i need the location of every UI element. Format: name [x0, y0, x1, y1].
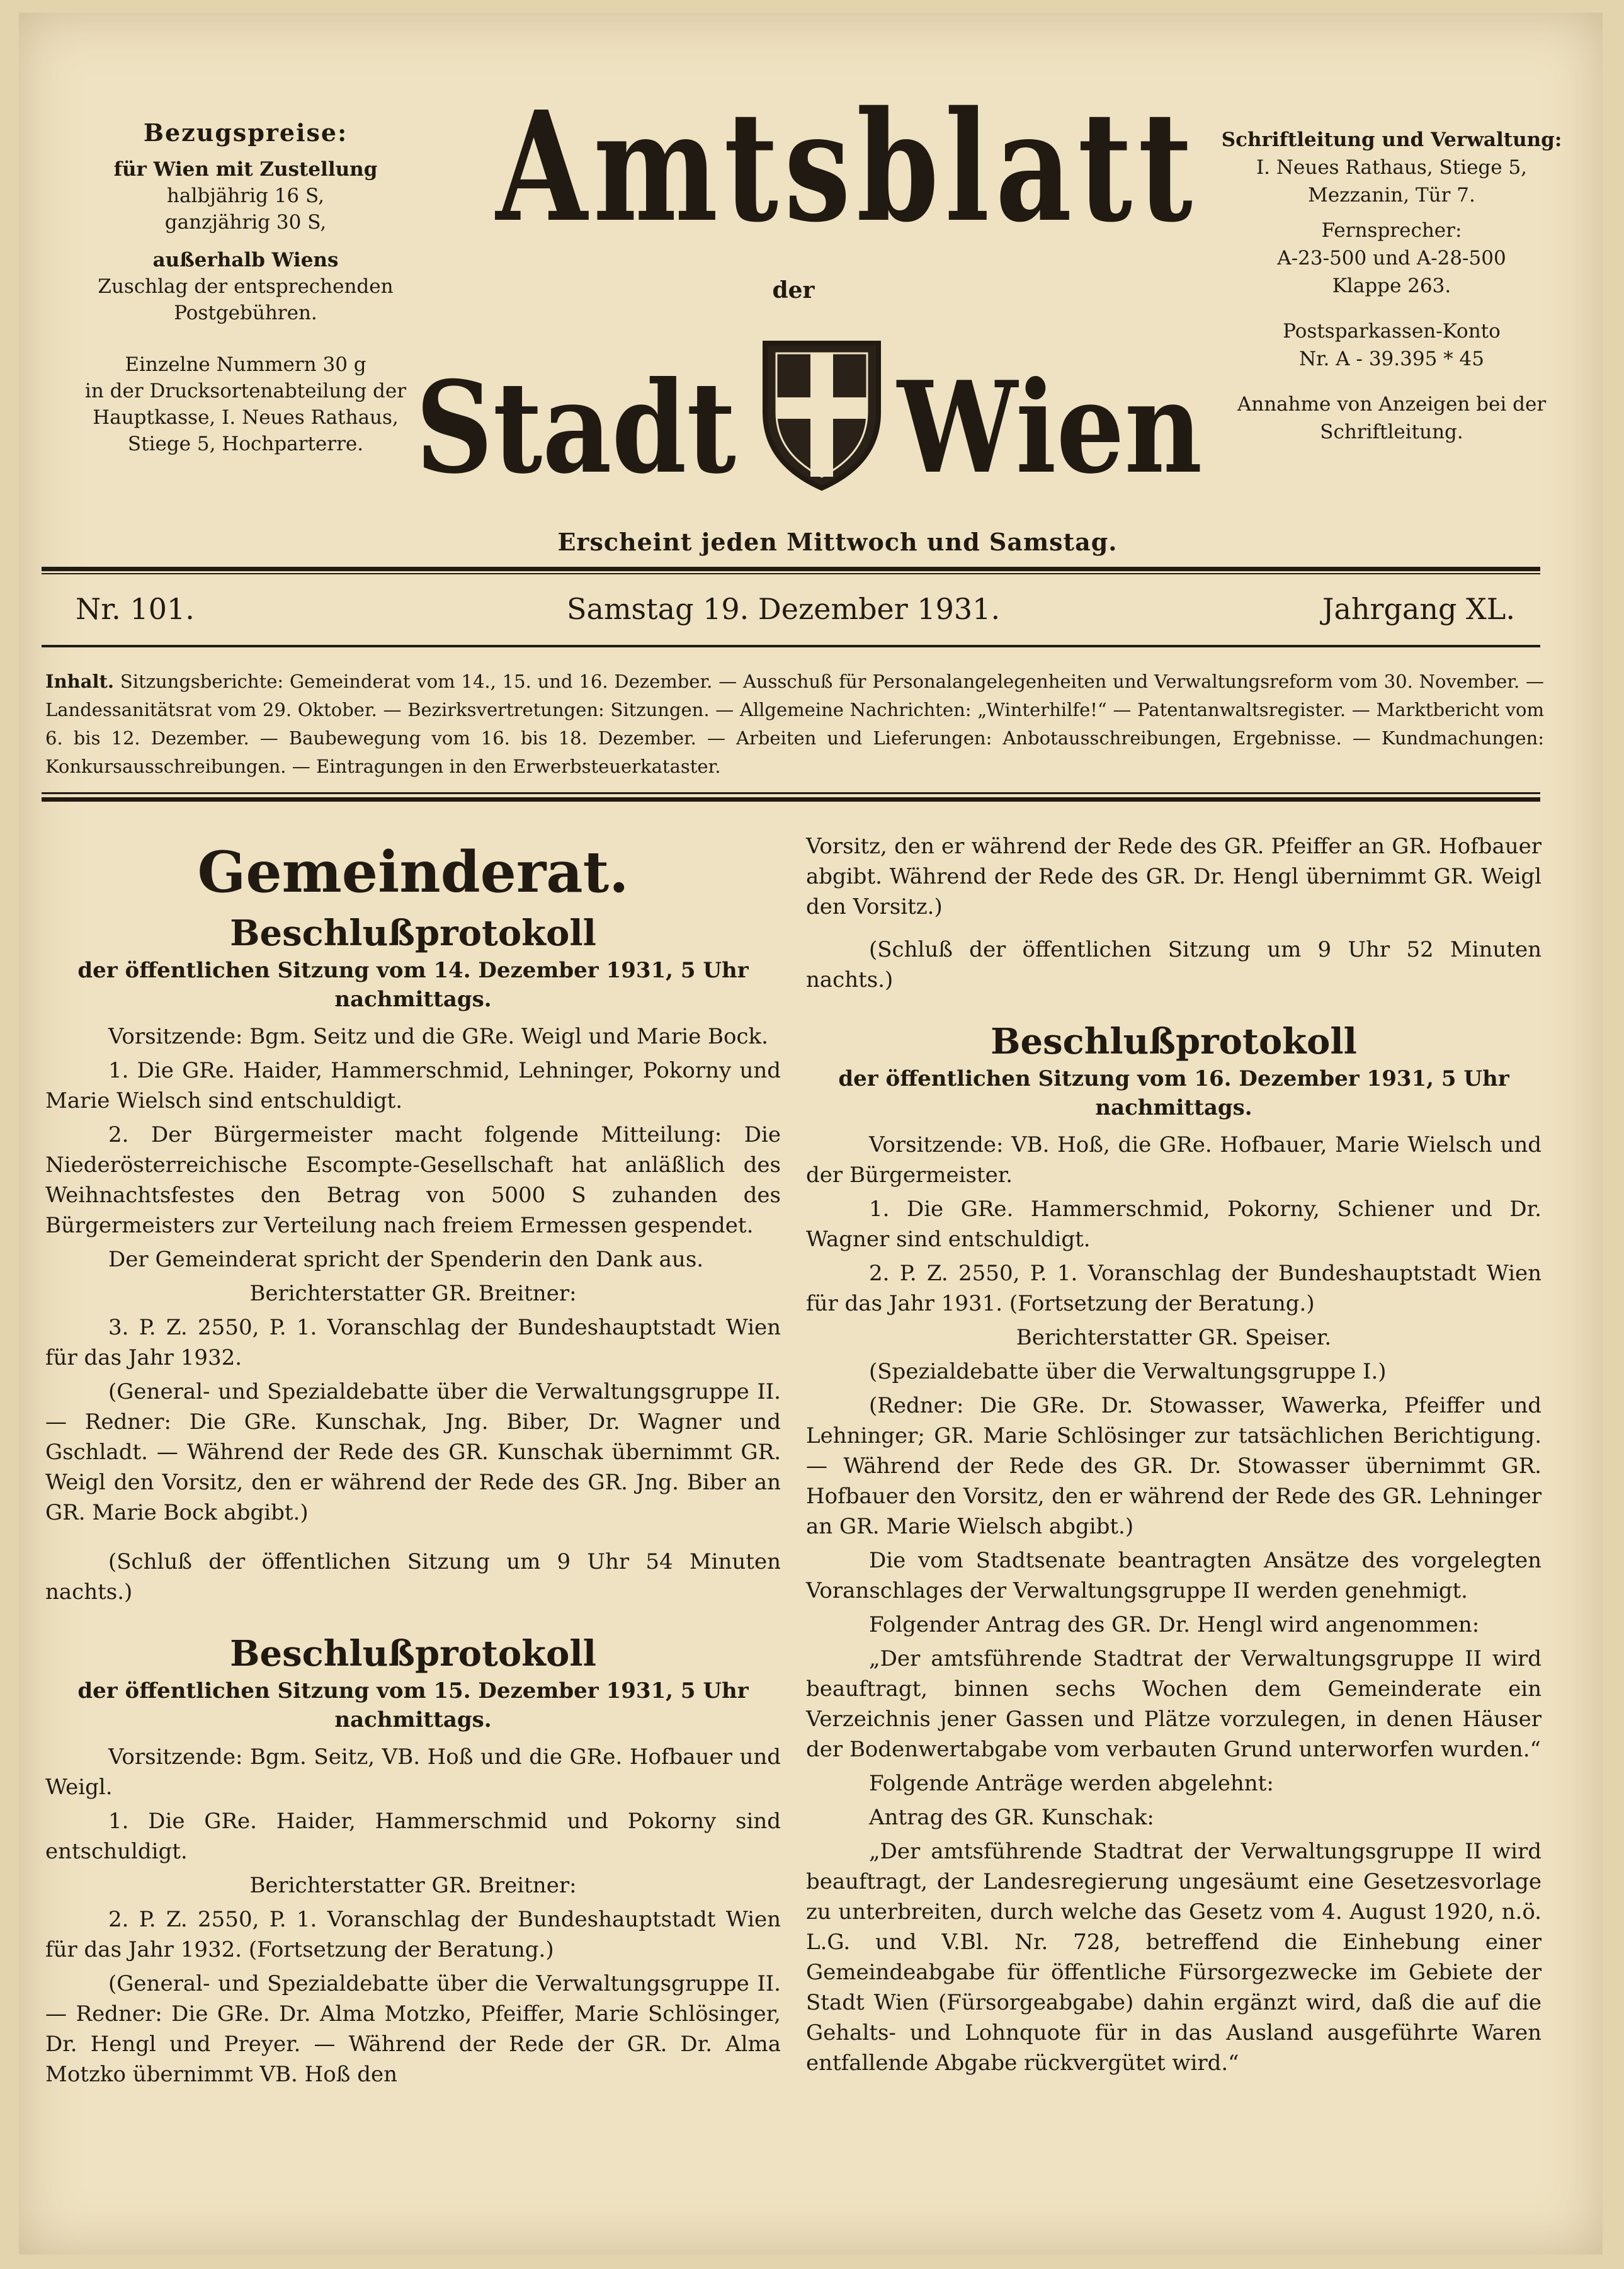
editorial-line: Nr. A - 39.395 * 45 [1299, 348, 1484, 370]
divider-rule [42, 792, 1540, 794]
column-right [806, 831, 1542, 2082]
paragraph: Die vom Stadtsenate beantragten Ansätze des vorgelegten Voranschlages der Verwaltungsgruppe II werden genehmigt. [806, 1548, 1542, 1603]
vienna-coat-of-arms-icon [759, 337, 885, 494]
editorial-line: Schriftleitung. [1320, 421, 1463, 443]
paragraph: Vorsitzende: Bgm. Seitz, VB. Hoß und die GRe. Hofbauer und Weigl. [45, 1744, 781, 1800]
protocol-subtitle: der öffentlichen Sitzung vom 14. Dezember 1931, 5 Uhr nachmittags. [77, 958, 749, 1012]
paragraph: (Spezialdebatte über die Verwaltungsgruppe I.) [869, 1359, 1387, 1384]
issue-date: Samstag 19. Dezember 1931. [567, 592, 1001, 626]
subscription-line: für Wien mit Zustellung [113, 158, 378, 181]
editorial-line: Fernsprecher: [1321, 219, 1462, 242]
paragraph: Vorsitzende: VB. Hoß, die GRe. Hofbauer, Marie Wielsch und der Bürgermeister. [806, 1132, 1542, 1188]
paragraph: Antrag des GR. Kunschak: [869, 1805, 1154, 1830]
paragraph: (General- und Spezialdebatte über die Verwaltungsgruppe II. — Redner: Die GRe. Kunschak, Jng. Biber, Dr. Wagner und Gschladt. — Während der Rede des GR. Kunschak übernimmt GR. Weigl den Vorsitz, den er während der Rede des GR. Jng. Biber an GR. Marie Bock abgibt.) [45, 1379, 781, 1525]
subscription-line: Stiege 5, Hochparterre. [127, 433, 364, 455]
protocol-subtitle: der öffentlichen Sitzung vom 15. Dezember 1931, 5 Uhr nachmittags. [77, 1678, 749, 1732]
paragraph: 1. Die GRe. Haider, Hammerschmid, Lehninger, Pokorny und Marie Wielsch sind entschuldigt. [45, 1058, 781, 1113]
divider-rule [42, 797, 1540, 802]
paragraph: 2. Der Bürgermeister macht folgende Mitteilung: Die Niederösterreichische Escompte-Gesellschaft hat anläßlich des Weihnachtsfestes den Betrag von 5000 S zuhanden des Bürgermeisters zur Verteilung nach freiem Ermessen gespendet. [45, 1122, 781, 1238]
divider-rule [42, 645, 1540, 647]
paragraph: Folgende Anträge werden abgelehnt: [869, 1771, 1274, 1796]
paragraph: Der Gemeinderat spricht der Spenderin den Dank aus. [108, 1247, 704, 1272]
paragraph: 1. Die GRe. Haider, Hammerschmid und Pokorny sind entschuldigt. [45, 1809, 781, 1864]
protocol-title: Beschlußprotokoll [991, 1021, 1357, 1062]
paragraph: Berichterstatter GR. Breitner: [249, 1281, 577, 1306]
paragraph: „Der amtsführende Stadtrat der Verwaltungsgruppe II wird beauftragt, der Landesregierung ungesäumt eine Gesetzesvorlage zu unterbreiten, durch welche das Gesetz vom 4. August 1920, n.ö. L.G. und V.Bl. Nr. 728, betreffend die Einhebung einer Gemeindeabgabe für öffentliche Fürsorgezwecke im Gebiete der Stadt Wien (Fürsorgeabgabe) dahin ergänzt wird, daß die auf die Gehalts- und Lohnquote für in das Ausland ausgeführte Waren entfallende Abgabe rückvergütet wird.“ [806, 1839, 1542, 2076]
protocol-title: Beschlußprotokoll [230, 1633, 596, 1675]
table-of-contents [45, 668, 1544, 781]
paragraph: 2. P. Z. 2550, P. 1. Voranschlag der Bundeshauptstadt Wien für das Jahr 1932. (Fortsetzung der Beratung.) [45, 1907, 781, 1962]
paragraph: (Schluß der öffentlichen Sitzung um 9 Uhr 54 Minuten nachts.) [45, 1549, 781, 1605]
issue-volume: Jahrgang XL. [1322, 592, 1515, 626]
editorial-line: Mezzanin, Tür 7. [1308, 184, 1475, 207]
divider-rule [42, 573, 1540, 574]
masthead-wien: Wien [897, 354, 1203, 502]
contents-text: Sitzungsberichte: Gemeinderat vom 14., 15. und 16. Dezember. — Ausschuß für Personalangelegenheiten und Verwaltungsreform vom 30. November. — Landessanitätsrat vom 29. Oktober. — Bezirksvertretungen: Sitzungen. — Allgemeine Nachrichten: „Winterhilfe!“ — Patentanwaltsregister. — Marktbericht vom 6. bis 12. Dezember. — Baubewegung vom 16. bis 18. Dezember. — Arbeiten und Lieferungen: Anbotausschreibungen, Ergebnisse. — Kundmachungen: Konkursausschreibungen. — Eintragungen in den Erwerbsteuerkataster. [45, 671, 1545, 777]
editorial-line: A-23-500 und A-28-500 [1277, 247, 1506, 270]
issue-line [63, 592, 1536, 632]
paragraph: 2. P. Z. 2550, P. 1. Voranschlag der Bundeshauptstadt Wien für das Jahr 1931. (Fortsetzung der Beratung.) [806, 1261, 1542, 1316]
section-heading: Gemeinderat. [197, 839, 629, 906]
paragraph: Folgender Antrag des GR. Dr. Hengl wird angenommen: [869, 1612, 1480, 1637]
editorial-line: Annahme von Anzeigen bei der [1237, 393, 1547, 416]
subscription-label: Bezugspreise: [143, 118, 348, 147]
paragraph: 1. Die GRe. Hammerschmid, Pokorny, Schiener und Dr. Wagner sind entschuldigt. [806, 1197, 1542, 1252]
contents-label: Inhalt. [45, 671, 115, 692]
editorial-line: I. Neues Rathaus, Stiege 5, [1256, 156, 1528, 179]
paragraph: (General- und Spezialdebatte über die Verwaltungsgruppe II. — Redner: Die GRe. Dr. Alma Motzko, Pfeiffer, Marie Schlösinger, Dr. Hengl und Preyer. — Während der Rede der GR. Dr. Alma Motzko übernimmt VB. Hoß den [45, 1971, 781, 2087]
subscription-line: in der Drucksortenabteilung der [84, 380, 407, 402]
paragraph: 3. P. Z. 2550, P. 1. Voranschlag der Bundeshauptstadt Wien für das Jahr 1932. [45, 1315, 781, 1370]
paragraph: Berichterstatter GR. Breitner: [249, 1873, 577, 1898]
subscription-line: Einzelne Nummern 30 g [125, 353, 366, 376]
divider-rule [42, 567, 1540, 571]
subscription-line: Postgebühren. [174, 302, 317, 324]
masthead-der: der [772, 277, 815, 304]
subscription-line: Hauptkasse, I. Neues Rathaus, [93, 406, 399, 429]
subscription-info [69, 120, 422, 457]
masthead-stadt: Stadt [416, 354, 736, 502]
protocol-title: Beschlußprotokoll [230, 913, 596, 954]
subscription-line: Zuschlag der entsprechenden [98, 275, 394, 298]
paragraph: (Schluß der öffentlichen Sitzung um 9 Uhr 52 Minuten nachts.) [806, 937, 1542, 992]
paragraph: Vorsitzende: Bgm. Seitz und die GRe. Weigl und Marie Bock. [108, 1024, 768, 1049]
subscription-line: halbjährig 16 S, [167, 185, 324, 207]
paragraph: Berichterstatter GR. Speiser. [1016, 1325, 1332, 1350]
editorial-line: Postsparkassen-Konto [1283, 320, 1501, 343]
newspaper-page [19, 13, 1603, 2255]
subscription-line: ganzjährig 30 S, [164, 211, 327, 234]
paragraph: „Der amtsführende Stadtrat der Verwaltungsgruppe II wird beauftragt, binnen sechs Wochen dem Gemeinderate ein Verzeichnis jener Gassen und Plätze vorzulegen, in denen Häuser der Bodenwertabgabe vom verbauten Grund unterworfen wurden.“ [806, 1646, 1542, 1762]
issue-number: Nr. 101. [76, 592, 195, 626]
paragraph: (Redner: Die GRe. Dr. Stowasser, Wawerka, Pfeiffer und Lehninger; GR. Marie Schlösinger zur tatsächlichen Berichtigung. — Während der Rede des GR. Dr. Stowasser übernimmt GR. Hofbauer den Vorsitz, den er während der Rede des GR. Lehninger an GR. Marie Wielsch abgibt.) [806, 1393, 1542, 1539]
paragraph: Vorsitz, den er während der Rede des GR. Pfeiffer an GR. Hofbauer abgibt. Während der Rede des GR. Dr. Hengl übernimmt GR. Weigl den Vorsitz.) [806, 834, 1542, 919]
column-left [45, 825, 781, 2093]
publication-schedule: Erscheint jeden Mittwoch und Samstag. [557, 528, 1118, 556]
subscription-line: außerhalb Wiens [152, 249, 339, 271]
editorial-line: Schriftleitung und Verwaltung: [1221, 128, 1562, 151]
masthead-title: Amtsblatt [496, 78, 1199, 256]
editorial-line: Klappe 263. [1332, 275, 1451, 297]
protocol-subtitle: der öffentlichen Sitzung vom 16. Dezember 1931, 5 Uhr nachmittags. [838, 1066, 1509, 1120]
editorial-info [1203, 126, 1581, 446]
